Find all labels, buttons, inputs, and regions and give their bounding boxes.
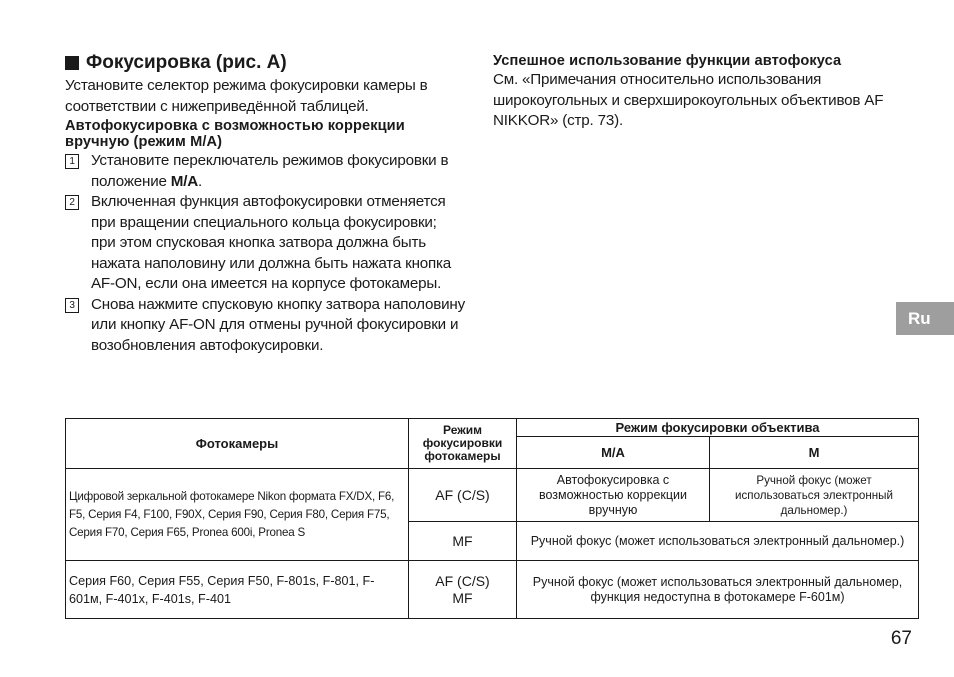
header-m: M: [710, 437, 919, 469]
language-tab: Ru: [896, 302, 954, 335]
page-number: 67: [890, 628, 912, 649]
af-usage-text: См. «Примечания относительно использования широкоугольных и сверхширокоугольных объективов AF NIKKOR» (стр. 73).: [493, 71, 884, 129]
step-text-tail: .: [198, 172, 203, 190]
camera-mode-af: AF (C/S): [435, 572, 490, 589]
camera-mode-cell: MF: [409, 522, 517, 561]
step-number: 1: [65, 154, 79, 169]
right-column: [493, 52, 893, 132]
step-text: Снова нажмите спусковую кнопку затвора наполовину или кнопку AF-ON для отмены ручной фокусировки и возобновления автофокусировки.: [91, 295, 465, 354]
subheading-af-usage: Успешное использование функции автофокуса: [493, 53, 842, 69]
step-text-bold: M/A: [170, 172, 199, 190]
section-title-text: Фокусировка (рис. A): [86, 52, 287, 73]
header-ma: M/A: [517, 437, 710, 469]
step-number: 2: [65, 195, 79, 210]
header-lens-focus-mode: Режим фокусировки объектива: [517, 419, 919, 437]
step-3: [65, 295, 465, 357]
table-row: [66, 561, 919, 619]
table-row: [66, 469, 919, 522]
table-header-row: [66, 419, 919, 437]
camera-mode-cell: AF (C/S): [409, 469, 517, 522]
left-column: [65, 52, 465, 356]
merged-result-cell: Ручной фокус (может использоваться электронный дальномер.): [517, 522, 919, 561]
step-2: [65, 192, 465, 295]
cameras-cell: Серия F60, Серия F55, Серия F50, F-801s, F-801, F-601м, F-401x, F-401s, F-401: [66, 561, 409, 619]
cameras-cell: Цифровой зеркальной фотокамере Nikon формата FX/DX, F6, F5, Серия F4, F100, F90X, Серия F90, Серия F80, Серия F75, Серия F70, Серия F65, Pronea 600i, Pronea S: [66, 469, 409, 561]
section-title: [65, 52, 465, 74]
focus-mode-table: [65, 418, 919, 619]
merged-result-cell: Ручной фокус (может использоваться электронный дальномер, функция недоступна в фотокамере F-601м): [517, 561, 919, 619]
step-text-main: Установите переключатель режимов фокусировки в положение: [91, 152, 449, 190]
camera-mode-mf: MF: [452, 589, 473, 606]
step-text: [91, 151, 465, 192]
step-1: [65, 151, 465, 192]
m-cell: Ручной фокус (может использоваться электронный дальномер.): [710, 469, 919, 522]
header-cameras: Фотокамеры: [66, 419, 409, 469]
intro-text: Установите селектор режима фокусировки камеры в соответствии с нижеприведённой таблицей.: [65, 77, 428, 115]
header-camera-focus-mode: Режим фокусировки фотокамеры: [409, 419, 517, 469]
subheading-manual-override: Автофокусировка с возможностью коррекции вручную (режим M/A): [65, 118, 405, 150]
bullet-square-icon: [65, 56, 79, 70]
step-number: 3: [65, 298, 79, 313]
ma-cell: Автофокусировка с возможностью коррекции вручную: [517, 469, 710, 522]
step-text: Включенная функция автофокусировки отменяется при вращении специального кольца фокусировки; при этом спусковая кнопка затвора должна быть нажата наполовину или должна быть нажата кнопка AF-ON, если она имеется на корпусе фотокамеры.: [91, 193, 452, 292]
camera-mode-cell: [409, 561, 517, 619]
